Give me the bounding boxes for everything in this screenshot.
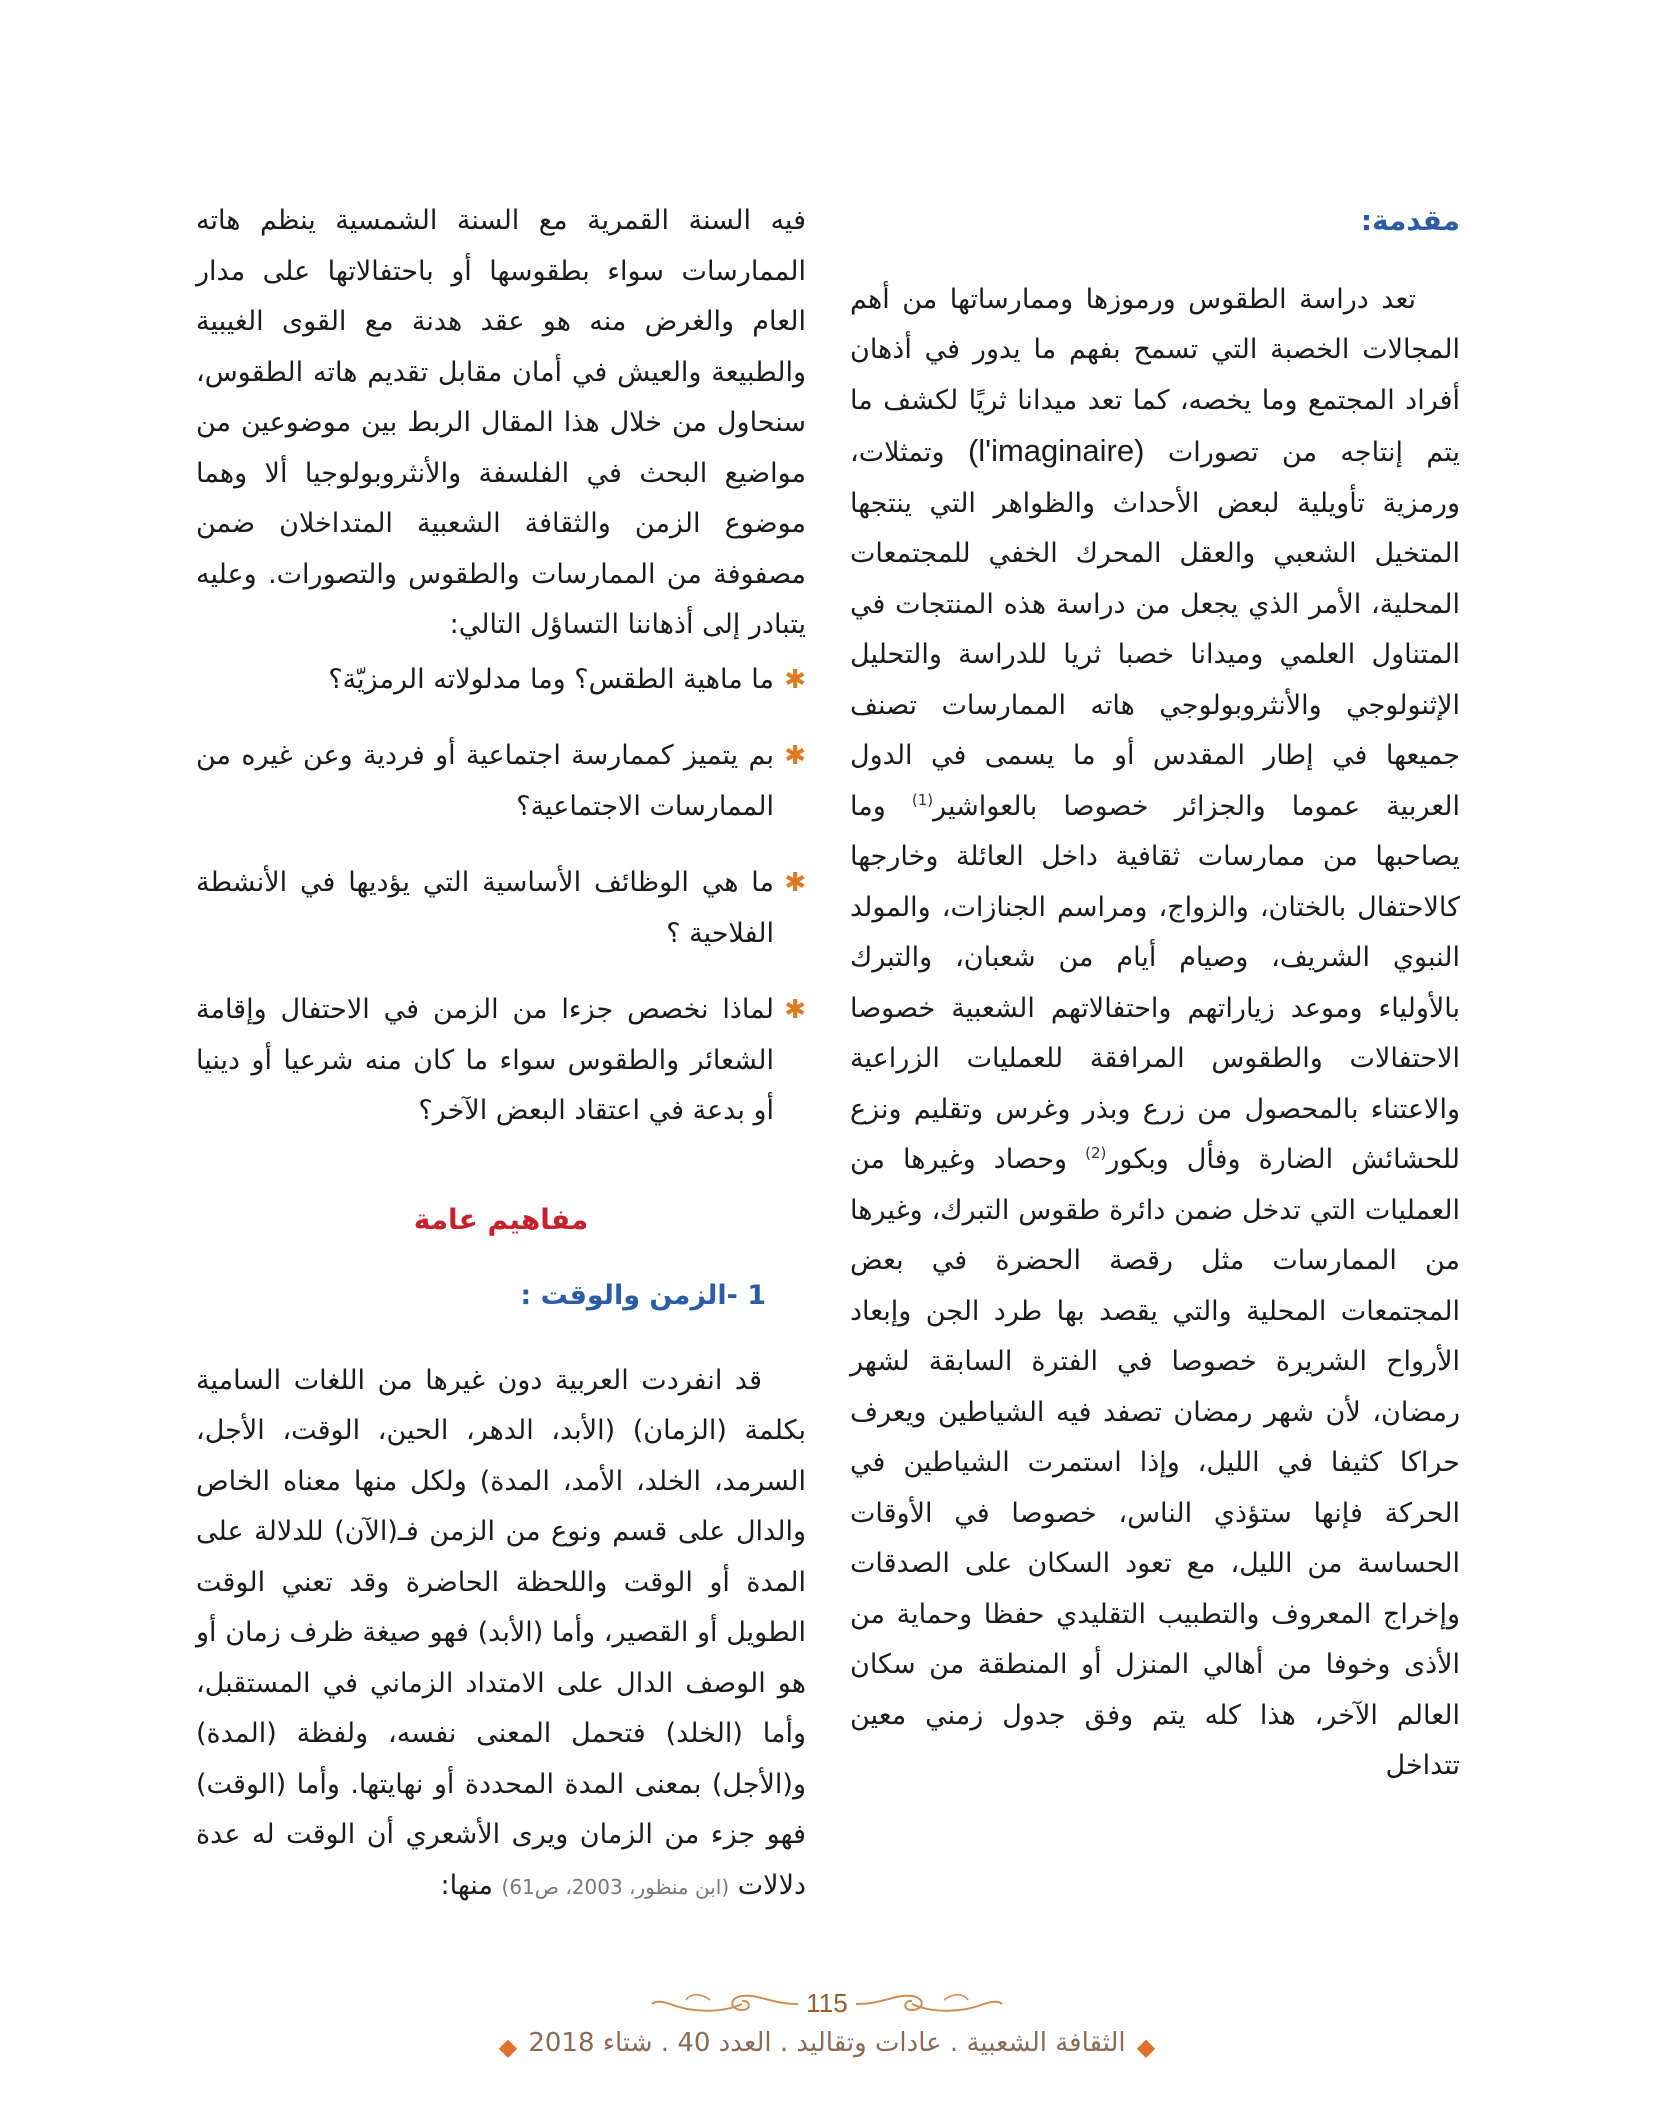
asterisk-bullet-icon: ✱ — [784, 868, 806, 898]
question-item — [196, 655, 806, 706]
questions-list — [196, 655, 806, 1137]
right-flourish-icon — [854, 1990, 1004, 2016]
intro-text-1: تعد دراسة الطقوس ورموزها وممارساتها من أهم المجالات الخصبة التي تسمح بفهم ما يدور في أذهان أفراد المجتمع وما يخصه، كما تعد ميدانا ثريًا لكشف ما يتم إنتاجه من تصورات — [850, 283, 1460, 468]
intro-paragraph-1 — [850, 275, 1460, 1792]
asterisk-bullet-icon: ✱ — [784, 664, 806, 695]
latin-term: (l'imaginaire) — [967, 433, 1145, 468]
journal-line: الثقافة الشعبية . عادات وتقاليد . العدد 40 . شتاء 2018 — [528, 2028, 1126, 2058]
intro-heading: مقدمة: — [1360, 204, 1460, 237]
section-heading: مفاهيم عامة — [413, 1202, 589, 1236]
intro-text-2: وتمثلات، ورمزية تأويلية لبعض الأحداث والظواهر التي ينتجها المتخيل الشعبي والعقل المحرك الخفي للمجتمعات المحلية، الأمر الذي يجعل من دراسة هذه المنتجات في المتناول العلمي وميدانا خصبا ثريا للدراسة والتحليل الإثنولوجي والأنثروبولوجي هاته الممارسات تصنف جميعها في إطار المقدس أو ما يسمى في الدول العربية عموما والجزائر خصوصا بالعواشير — [850, 437, 1460, 822]
footnote-2: (2) — [1085, 1144, 1107, 1162]
body-end: منها: — [440, 1869, 493, 1901]
asterisk-bullet-icon: ✱ — [784, 741, 806, 771]
page-number: 115 — [806, 1988, 848, 2018]
page-number-area — [0, 1988, 1654, 2018]
question-text: بم يتميز كممارسة اجتماعية أو فردية وعن غيره من الممارسات الاجتماعية؟ — [196, 740, 774, 822]
diamond-ornament-icon: ◆ — [1136, 2032, 1156, 2061]
question-text: ما هي الوظائف الأساسية التي يؤديها في الأنشطة الفلاحية ؟ — [196, 867, 774, 949]
body-text: قد انفردت العربية دون غيرها من اللغات السامية بكلمة (الزمان) (الأبد، الدهر، الحين، الوقت، الأجل، السرمد، الخلد، الأمد، المدة) ولكل منها معناه الخاص والدال على قسم ونوع من الزمن فـ(الآن) للدلالة على المدة أو الوقت واللحظة الحاضرة وقد تعني الوقت الطويل أو القصير، وأما (الأبد) فهو صيغة ظرف زمان أو هو الوصف الدال على الامتداد الزماني في المستقبل، وأما (الخلد) فتحمل المعنى نفسه، ولفظة (المدة) و(الأجل) بمعنى المدة المحددة أو نهايتها. وأما (الوقت) فهو جزء من الزمان ويرى الأشعري أن الوقت له عدة دلالات — [196, 1364, 806, 1901]
subsection-heading: 1 -الزمن والوقت : — [520, 1280, 766, 1311]
question-item — [196, 985, 806, 1137]
intro-text-4: وحصاد وغيرها من العمليات التي تدخل ضمن دائرة طقوس التبرك، وغيرها من الممارسات مثل رقصة الحضرة في بعض المجتمعات المحلية والتي يقصد بها طرد الجن وإبعاد الأرواح الشريرة خصوصا في الفترة السابقة لشهر رمضان، لأن شهر رمضان تصفد فيه الشياطين ويعرف حراكا كثيفا في الليل، وإذا استمرت الشياطين في الحركة فإنها ستؤذي الناس، خصوصا في الأوقات الحساسة من الليل، مع تعود السكان على الصدقات وإخراج المعروف والتطبيب التقليدي حفظا وحماية من الأذى وخوفا من أهالي المنزل أو المنطقة من سكان العالم الآخر، هذا كله يتم وفق جدول زمني معين تتداخل — [850, 1144, 1460, 1781]
body-paragraph — [196, 1356, 806, 1913]
diamond-ornament-icon: ◆ — [498, 2032, 518, 2061]
left-intro-paragraph: فيه السنة القمرية مع السنة الشمسية ينظم هاته الممارسات سواء بطقوسها أو باحتفالاتها على مدار العام والغرض منه هو عقد هدنة مع القوى الغيبية والطبيعة والعيش في أمان مقابل تقديم هاته الطقوس، سنحاول من خلال هذا المقال الربط بين موضوعين من مواضيع البحث في الفلسفة والأنثروبولوجيا ألا وهما موضوع الزمن والثقافة الشعبية المتداخلان ضمن مصفوفة من الممارسات والطقوس والتصورات. وعليه يتبادر إلى أذهاننا التساؤل التالي: — [196, 205, 806, 640]
question-item — [196, 731, 806, 832]
question-text: ما ماهية الطقس؟ وما مدلولاته الرمزيّة؟ — [328, 663, 774, 695]
intro-text-3: وما يصاحبها من ممارسات ثقافية داخل العائلة وخارجها كالاحتفال بالختان، والزواج، ومراسم الجنازات، والمولد النبوي الشريف، وصيام أيام من شعبان، والتبرك بالأولياء وموعد زياراتهم واحتفالاتهم الشعبية خصوصا الاحتفالات والطقوس المرافقة للعمليات الزراعية والاعتناء بالمحصول من زرع وبذر وغرس وتقليم ونزع للحشائش الضارة وفأل وبكور — [850, 790, 1460, 1175]
left-flourish-icon — [650, 1990, 800, 2016]
journal-footer — [0, 2028, 1654, 2068]
right-column — [850, 196, 1460, 1792]
question-text: لماذا نخصص جزءا من الزمن في الاحتفال وإقامة الشعائر والطقوس سواء ما كان منه شرعيا أو دينيا أو بدعة في اعتقاد البعض الآخر؟ — [196, 994, 774, 1126]
citation: (ابن منظور، 2003، ص61) — [501, 1874, 730, 1899]
asterisk-bullet-icon: ✱ — [784, 995, 806, 1025]
question-item — [196, 858, 806, 959]
left-column — [196, 196, 806, 1912]
footnote-1: (1) — [911, 790, 934, 809]
